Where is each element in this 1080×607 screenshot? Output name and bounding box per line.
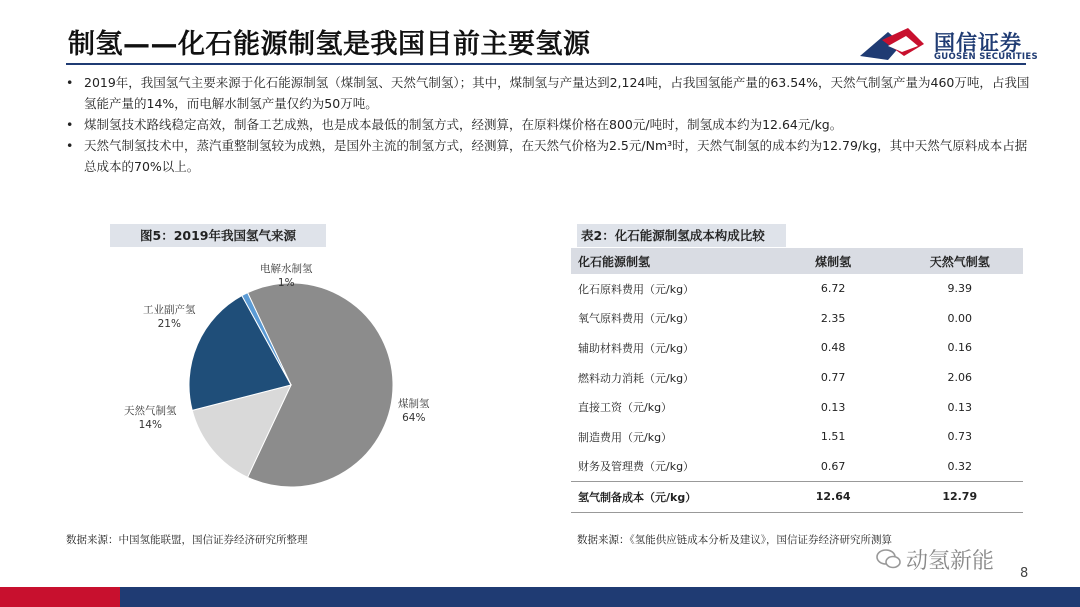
page-number: 8 xyxy=(1020,566,1029,581)
pie-label-coal xyxy=(398,397,430,425)
table-header-row xyxy=(571,248,1023,274)
table-cell: 2.06 xyxy=(947,371,972,385)
pie-label-name: 工业副产氢 xyxy=(143,304,196,316)
table-row xyxy=(571,304,1023,334)
figure-source: 数据来源：中国氢能联盟，国信证券经济研究所整理 xyxy=(66,534,308,546)
bullet-item: • 煤制氢技术路线稳定高效，制备工艺成熟，也是成本最低的制氢方式，经测算，在原料煤价格在800元/吨时，制氢成本约为12.64元/kg。 xyxy=(66,114,1036,135)
table-cell: 2.35 xyxy=(820,311,846,325)
table-cell: 0.00 xyxy=(947,311,972,325)
table-header-cell: 天然气制氢 xyxy=(896,248,1023,274)
table-total-row xyxy=(571,482,1023,513)
pie-label-name: 煤制氢 xyxy=(398,398,430,410)
logo-text: 国信证券 xyxy=(934,31,1022,55)
logo-subtitle: GUOSEN SECURITIES xyxy=(934,52,1038,62)
footer-accent xyxy=(0,587,120,607)
table-cell: 0.73 xyxy=(947,430,972,444)
footer-bar xyxy=(0,587,1080,607)
table-title: 表2：化石能源制氢成本构成比较 xyxy=(577,224,786,247)
pie-label-pct: 1% xyxy=(277,277,295,289)
table-cell: 氢气制备成本（元/kg） xyxy=(571,482,770,513)
table-row xyxy=(571,422,1023,452)
pie-label-name: 天然气制氢 xyxy=(124,405,177,417)
table-cell: 12.79 xyxy=(896,482,1023,513)
table-cell: 氧气原料费用（元/kg） xyxy=(578,312,695,326)
table-cell: 0.77 xyxy=(820,371,846,385)
table-cell: 化石原料费用（元/kg） xyxy=(578,282,695,296)
watermark-text: 动氢新能 xyxy=(906,549,995,574)
table-cell: 制造费用（元/kg） xyxy=(578,430,673,444)
pie-label-pct: 14% xyxy=(138,419,162,431)
table-cell: 0.13 xyxy=(820,400,846,414)
table-header-cell: 化石能源制氢 xyxy=(571,248,770,274)
table-cell: 燃料动力消耗（元/kg） xyxy=(578,371,695,385)
table-cell: 辅助材料费用（元/kg） xyxy=(578,341,695,355)
wechat-icon xyxy=(876,548,902,570)
table-cell: 直接工资（元/kg） xyxy=(578,401,673,415)
figure-title: 图5：2019年我国氢气来源 xyxy=(110,224,326,247)
pie-label-gas xyxy=(124,404,177,432)
table-cell: 1.51 xyxy=(820,430,846,444)
table-cell: 0.13 xyxy=(947,400,972,414)
pie-label-pct: 64% xyxy=(402,412,426,424)
table-row xyxy=(571,333,1023,363)
bullet-list xyxy=(66,72,1036,177)
table-source: 数据来源：《氢能供应链成本分析及建议》，国信证券经济研究所测算 xyxy=(577,534,892,546)
table-cell: 12.64 xyxy=(770,482,897,513)
page-title: 制氢——化石能源制氢是我国目前主要氢源 xyxy=(68,29,591,60)
table-row xyxy=(571,392,1023,422)
pie-chart xyxy=(150,260,410,500)
table-cell: 0.32 xyxy=(947,459,972,473)
pie-label-industrial xyxy=(143,303,196,331)
table-cell: 0.67 xyxy=(820,459,846,473)
pie-label-name: 电解水制氢 xyxy=(260,263,313,275)
bullet-item: • 天然气制氢技术中，蒸汽重整制氢较为成熟，是国外主流的制氢方式，经测算，在天然气价格为2.5元/Nm³时，天然气制氢的成本约为12.79/kg，其中天然气原料成本占据总成本的70%以上。 xyxy=(66,135,1036,177)
pie-label-pct: 21% xyxy=(157,318,181,330)
table-cell: 0.16 xyxy=(947,341,972,355)
bullet-item: • 2019年，我国氢气主要来源于化石能源制氢（煤制氢、天然气制氢）；其中，煤制氢与产量达到2,124吨，占我国氢能产量的63.54%，天然气制氢产量为460万吨，占我国氢能产量的14%，而电解水制氢产量仅约为50万吨。 xyxy=(66,72,1036,114)
table-row xyxy=(571,274,1023,304)
table-header-cell: 煤制氢 xyxy=(770,248,897,274)
table-row xyxy=(571,363,1023,393)
table-cell: 9.39 xyxy=(947,282,972,296)
table-cell: 0.48 xyxy=(820,341,846,355)
cost-table xyxy=(571,248,1023,513)
table-cell: 财务及管理费（元/kg） xyxy=(578,460,695,474)
pie-label-electrolysis xyxy=(260,262,313,290)
table-cell: 6.72 xyxy=(820,282,846,296)
table-row xyxy=(571,452,1023,482)
